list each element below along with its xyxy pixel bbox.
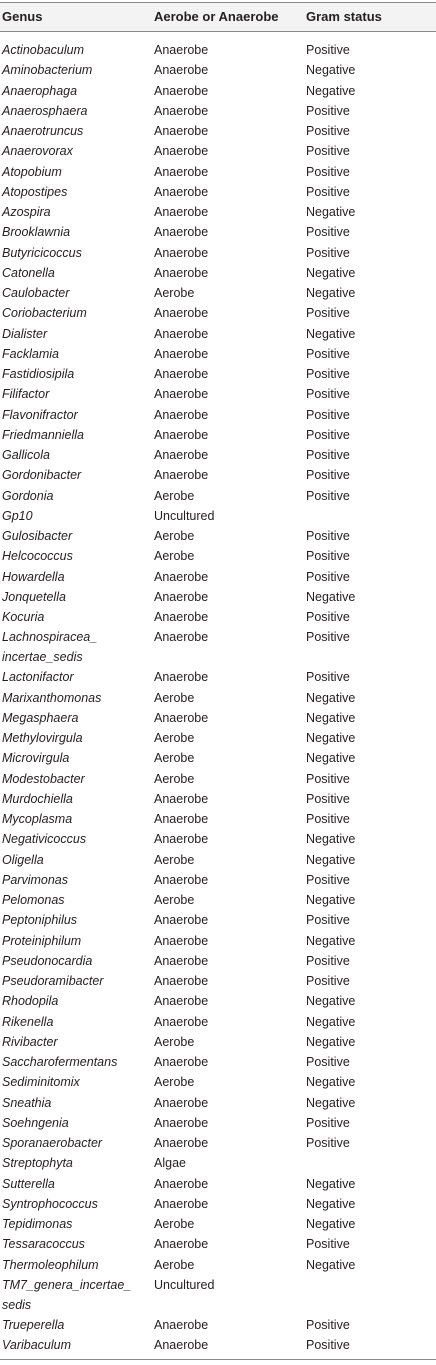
aerobe-cell: Anaerobe bbox=[154, 326, 209, 341]
aerobe-cell: Anaerobe bbox=[154, 913, 209, 928]
table-row bbox=[0, 726, 436, 746]
gram-status-cell: Negative bbox=[306, 265, 356, 280]
aerobe-cell: Aerobe bbox=[154, 1075, 195, 1090]
aerobe-cell: Aerobe bbox=[154, 529, 195, 543]
gram-status-cell: Positive bbox=[306, 367, 350, 381]
aerobe-cell: Anaerobe bbox=[154, 710, 209, 725]
table-row bbox=[0, 989, 436, 1009]
table-row bbox=[0, 241, 436, 261]
table-row bbox=[0, 139, 436, 159]
aerobe-cell: Aerobe bbox=[154, 549, 195, 564]
gram-status-cell: Positive bbox=[306, 549, 350, 564]
genus-cell: Lactonifactor bbox=[2, 670, 74, 685]
aerobe-cell: Aerobe bbox=[154, 893, 195, 908]
gram-status-cell: Negative bbox=[306, 994, 356, 1009]
table-row bbox=[0, 1131, 436, 1151]
table-row bbox=[0, 1192, 436, 1212]
genus-cell: Howardella bbox=[2, 569, 65, 584]
genus-cell: Brooklawnia bbox=[2, 225, 71, 240]
header-genus: Genus bbox=[2, 9, 43, 24]
gram-status-cell: Positive bbox=[306, 164, 350, 179]
aerobe-cell: Anaerobe bbox=[154, 124, 209, 138]
genus-cell: Lachnospiracea_ incertae_sedis bbox=[2, 630, 98, 665]
genus-cell: Anaerovorax bbox=[2, 144, 73, 159]
table-row bbox=[0, 605, 436, 625]
table-row bbox=[0, 58, 436, 78]
aerobe-cell: Algae bbox=[154, 1156, 186, 1171]
aerobe-cell: Anaerobe bbox=[154, 791, 209, 806]
genus-cell: Dialister bbox=[2, 326, 48, 341]
table-row bbox=[0, 868, 436, 888]
gram-status-cell: Positive bbox=[306, 245, 350, 260]
genus-cell: Pseudonocardia bbox=[2, 953, 93, 968]
aerobe-cell: Anaerobe bbox=[154, 953, 209, 968]
genus-cell: Sneathia bbox=[2, 1095, 52, 1110]
aerobe-cell: Anaerobe bbox=[154, 83, 209, 98]
genus-cell: Marixanthomonas bbox=[2, 690, 102, 705]
table-row bbox=[0, 423, 436, 443]
gram-status-cell: Negative bbox=[306, 205, 356, 219]
aerobe-cell: Aerobe bbox=[154, 1217, 195, 1232]
gram-status-cell: Positive bbox=[306, 1115, 350, 1130]
genus-cell: Gp10 bbox=[2, 508, 33, 523]
gram-status-cell: Negative bbox=[306, 1217, 356, 1232]
table-row bbox=[0, 585, 436, 605]
table-row bbox=[0, 1253, 436, 1273]
gram-status-cell: Positive bbox=[306, 124, 350, 138]
genus-cell: Methylovirgula bbox=[2, 731, 83, 746]
aerobe-cell: Anaerobe bbox=[154, 468, 209, 483]
table-row bbox=[0, 1232, 436, 1252]
gram-status-cell: Negative bbox=[306, 63, 356, 78]
table-row bbox=[0, 1151, 436, 1171]
gram-status-cell: Positive bbox=[306, 346, 350, 361]
genus-cell: Proteiniphilum bbox=[2, 933, 82, 948]
genus-cell: Atopobium bbox=[2, 164, 62, 179]
gram-status-cell: Positive bbox=[306, 974, 350, 989]
table-row bbox=[0, 625, 436, 665]
genus-cell: Caulobacter bbox=[2, 286, 70, 300]
table-row bbox=[0, 524, 436, 544]
genus-cell: Rivibacter bbox=[2, 1034, 58, 1049]
aerobe-cell: Anaerobe bbox=[154, 569, 209, 584]
genus-cell: Megasphaera bbox=[2, 710, 79, 725]
gram-status-cell: Positive bbox=[306, 1055, 350, 1070]
genus-cell: Gordonibacter bbox=[2, 468, 82, 483]
aerobe-cell: Anaerobe bbox=[154, 144, 209, 159]
genus-cell: Sutterella bbox=[2, 1176, 55, 1191]
genus-cell: Peptoniphilus bbox=[2, 913, 78, 928]
table-row bbox=[0, 686, 436, 706]
gram-status-cell: Negative bbox=[306, 731, 356, 746]
table-row bbox=[0, 443, 436, 463]
gram-status-cell: Positive bbox=[306, 630, 350, 645]
genus-cell: Mycoplasma bbox=[2, 812, 73, 827]
table-header bbox=[0, 2, 436, 32]
genus-cell: Varibaculum bbox=[2, 1338, 72, 1353]
aerobe-cell: Anaerobe bbox=[154, 1055, 209, 1070]
gram-status-cell: Negative bbox=[306, 1095, 356, 1110]
genus-cell: Syntrophococcus bbox=[2, 1196, 98, 1211]
aerobe-cell: Anaerobe bbox=[154, 1196, 209, 1211]
table-row bbox=[0, 484, 436, 504]
genus-cell: Jonquetella bbox=[2, 589, 66, 604]
aerobe-cell: Anaerobe bbox=[154, 933, 209, 948]
genus-cell: Trueperella bbox=[2, 1318, 65, 1333]
table-row bbox=[0, 382, 436, 402]
table-row bbox=[0, 929, 436, 949]
table-row bbox=[0, 504, 436, 524]
genus-cell: Parvimonas bbox=[2, 872, 68, 887]
genus-cell: Fastidiosipila bbox=[2, 367, 75, 381]
aerobe-cell: Anaerobe bbox=[154, 1136, 209, 1151]
table-row bbox=[0, 827, 436, 847]
table-row bbox=[0, 342, 436, 362]
gram-status-cell: Negative bbox=[306, 1075, 356, 1090]
aerobe-cell: Anaerobe bbox=[154, 1237, 209, 1252]
genus-cell: Tessaracoccus bbox=[2, 1237, 85, 1252]
aerobe-cell: Anaerobe bbox=[154, 387, 209, 402]
table-row bbox=[0, 1111, 436, 1131]
genus-cell: Catonella bbox=[2, 265, 55, 280]
gram-status-cell: Positive bbox=[306, 812, 350, 827]
aerobe-cell: Anaerobe bbox=[154, 1338, 209, 1353]
aerobe-cell: Anaerobe bbox=[154, 1014, 209, 1029]
gram-status-cell: Negative bbox=[306, 710, 356, 725]
aerobe-cell: Anaerobe bbox=[154, 225, 209, 240]
aerobe-cell: Anaerobe bbox=[154, 245, 209, 260]
table-row bbox=[0, 200, 436, 220]
aerobe-cell: Anaerobe bbox=[154, 1095, 209, 1110]
table-row bbox=[0, 807, 436, 827]
genus-cell: Soehngenia bbox=[2, 1115, 69, 1130]
aerobe-cell: Aerobe bbox=[154, 286, 195, 300]
genus-cell: Pseudoramibacter bbox=[2, 974, 104, 989]
table-row bbox=[0, 301, 436, 321]
gram-status-cell: Negative bbox=[306, 1034, 356, 1049]
table-row bbox=[0, 767, 436, 787]
gram-status-cell: Negative bbox=[306, 83, 356, 98]
table-row bbox=[0, 665, 436, 685]
table-row bbox=[0, 1172, 436, 1192]
aerobe-cell: Aerobe bbox=[154, 690, 195, 705]
aerobe-cell: Anaerobe bbox=[154, 448, 209, 462]
table-row bbox=[0, 180, 436, 200]
genus-cell: Tepidimonas bbox=[2, 1217, 73, 1232]
gram-status-cell: Positive bbox=[306, 771, 350, 786]
table-row bbox=[0, 949, 436, 969]
aerobe-cell: Anaerobe bbox=[154, 974, 209, 989]
aerobe-cell: Anaerobe bbox=[154, 205, 209, 219]
table-row bbox=[0, 908, 436, 928]
gram-status-cell: Positive bbox=[306, 387, 350, 402]
genus-cell: Saccharofermentans bbox=[2, 1055, 118, 1070]
genus-cell: TM7_genera_incertae_ sedis bbox=[2, 1277, 132, 1312]
table-row bbox=[0, 38, 436, 58]
aerobe-cell: Aerobe bbox=[154, 731, 195, 746]
genus-cell: Murdochiella bbox=[2, 791, 73, 806]
gram-status-cell: Positive bbox=[306, 1136, 350, 1151]
aerobe-cell: Anaerobe bbox=[154, 872, 209, 887]
table-row bbox=[0, 706, 436, 726]
genus-cell: Aminobacterium bbox=[2, 63, 93, 78]
gram-status-cell: Positive bbox=[306, 184, 350, 199]
genus-cell: Friedmanniella bbox=[2, 427, 84, 442]
table-row bbox=[0, 160, 436, 180]
aerobe-cell: Anaerobe bbox=[154, 812, 209, 827]
gram-status-cell: Negative bbox=[306, 832, 356, 847]
table-row bbox=[0, 1273, 436, 1313]
genus-cell: Thermoleophilum bbox=[2, 1257, 99, 1272]
gram-status-cell: Negative bbox=[306, 326, 356, 341]
table-row bbox=[0, 1091, 436, 1111]
table-row bbox=[0, 403, 436, 423]
gram-status-cell: Positive bbox=[306, 1237, 350, 1252]
gram-status-cell: Positive bbox=[306, 791, 350, 806]
gram-status-cell: Positive bbox=[306, 1338, 350, 1353]
aerobe-cell: Anaerobe bbox=[154, 610, 209, 624]
table-row bbox=[0, 220, 436, 240]
gram-status-cell: Positive bbox=[306, 913, 350, 928]
genus-cell: Gulosibacter bbox=[2, 529, 73, 543]
gram-status-cell: Positive bbox=[306, 1318, 350, 1333]
table-row bbox=[0, 1070, 436, 1090]
aerobe-cell: Anaerobe bbox=[154, 994, 209, 1009]
gram-status-cell: Negative bbox=[306, 589, 356, 604]
gram-status-cell: Positive bbox=[306, 43, 350, 57]
genus-cell: Microvirgula bbox=[2, 751, 70, 766]
table-row bbox=[0, 463, 436, 483]
aerobe-cell: Anaerobe bbox=[154, 164, 209, 179]
aerobe-cell: Uncultured bbox=[154, 508, 215, 523]
table-row bbox=[0, 787, 436, 807]
genus-cell: Sediminitomix bbox=[2, 1075, 80, 1090]
gram-status-cell: Positive bbox=[306, 407, 350, 422]
gram-status-cell: Positive bbox=[306, 670, 350, 685]
aerobe-cell: Uncultured bbox=[154, 1277, 215, 1292]
aerobe-cell: Anaerobe bbox=[154, 407, 209, 422]
gram-status-cell: Positive bbox=[306, 488, 350, 503]
gram-status-cell: Positive bbox=[306, 103, 350, 118]
genus-cell: Anaerotruncus bbox=[2, 124, 84, 138]
genus-cell: Butyricicoccus bbox=[2, 245, 82, 260]
aerobe-cell: Aerobe bbox=[154, 1034, 195, 1049]
genus-cell: Rhodopila bbox=[2, 994, 59, 1009]
gram-status-cell: Positive bbox=[306, 569, 350, 584]
gram-status-cell: Positive bbox=[306, 872, 350, 887]
table-row bbox=[0, 261, 436, 281]
gram-status-cell: Negative bbox=[306, 1014, 356, 1029]
table-row bbox=[0, 1333, 436, 1353]
table-row bbox=[0, 969, 436, 989]
aerobe-cell: Anaerobe bbox=[154, 367, 209, 381]
table-row bbox=[0, 99, 436, 119]
genus-cell: Streptophyta bbox=[2, 1156, 73, 1171]
table-row bbox=[0, 362, 436, 382]
table-row bbox=[0, 79, 436, 99]
table-row bbox=[0, 1010, 436, 1030]
genus-cell: Modestobacter bbox=[2, 771, 85, 786]
table-row bbox=[0, 281, 436, 301]
table-row bbox=[0, 746, 436, 766]
aerobe-cell: Anaerobe bbox=[154, 306, 209, 321]
genus-cell: Atopostipes bbox=[2, 184, 68, 199]
aerobe-cell: Aerobe bbox=[154, 488, 195, 503]
genus-cell: Oligella bbox=[2, 852, 44, 867]
table-row bbox=[0, 119, 436, 139]
gram-status-cell: Negative bbox=[306, 1176, 356, 1191]
aerobe-cell: Anaerobe bbox=[154, 43, 209, 57]
aerobe-cell: Anaerobe bbox=[154, 103, 209, 118]
gram-status-cell: Negative bbox=[306, 1257, 356, 1272]
table-row bbox=[0, 888, 436, 908]
genus-cell: Helcococcus bbox=[2, 549, 73, 564]
genus-cell: Facklamia bbox=[2, 346, 59, 361]
genus-cell: Coriobacterium bbox=[2, 306, 87, 321]
gram-status-cell: Positive bbox=[306, 144, 350, 159]
aerobe-cell: Anaerobe bbox=[154, 832, 209, 847]
table-bottom-rule bbox=[0, 1359, 436, 1360]
gram-status-cell: Negative bbox=[306, 690, 356, 705]
genus-cell: Actinobaculum bbox=[2, 43, 84, 57]
genus-cell: Sporanaerobacter bbox=[2, 1136, 103, 1151]
genus-cell: Pelomonas bbox=[2, 893, 65, 908]
genus-cell: Filifactor bbox=[2, 387, 50, 402]
gram-status-cell: Positive bbox=[306, 306, 350, 321]
aerobe-cell: Aerobe bbox=[154, 751, 195, 766]
table-row bbox=[0, 1030, 436, 1050]
gram-status-cell: Positive bbox=[306, 468, 350, 483]
gram-status-cell: Positive bbox=[306, 610, 350, 624]
aerobe-cell: Anaerobe bbox=[154, 1115, 209, 1130]
table-row bbox=[0, 544, 436, 564]
gram-status-cell: Negative bbox=[306, 286, 356, 300]
aerobe-cell: Anaerobe bbox=[154, 1318, 209, 1333]
gram-status-cell: Positive bbox=[306, 953, 350, 968]
aerobe-cell: Anaerobe bbox=[154, 589, 209, 604]
aerobe-cell: Anaerobe bbox=[154, 1176, 209, 1191]
genus-cell: Azospira bbox=[2, 205, 51, 219]
aerobe-cell: Anaerobe bbox=[154, 670, 209, 685]
table-row bbox=[0, 1313, 436, 1333]
gram-status-cell: Positive bbox=[306, 448, 350, 462]
aerobe-cell: Aerobe bbox=[154, 852, 195, 867]
gram-status-cell: Negative bbox=[306, 852, 356, 867]
genus-cell: Kocuria bbox=[2, 610, 45, 624]
genus-cell: Gordonia bbox=[2, 488, 54, 503]
table-row bbox=[0, 565, 436, 585]
genus-cell: Flavonifractor bbox=[2, 407, 78, 422]
genus-cell: Negativicoccus bbox=[2, 832, 87, 847]
gram-status-cell: Positive bbox=[306, 225, 350, 240]
header-gram-status: Gram status bbox=[306, 9, 382, 24]
table-row bbox=[0, 848, 436, 868]
header-aerobe-or-anaerobe: Aerobe or Anaerobe bbox=[154, 9, 279, 24]
gram-status-cell: Positive bbox=[306, 427, 350, 442]
table-row bbox=[0, 1212, 436, 1232]
aerobe-cell: Aerobe bbox=[154, 1257, 195, 1272]
gram-status-cell: Negative bbox=[306, 933, 356, 948]
gram-status-cell: Positive bbox=[306, 529, 350, 543]
genus-cell: Anaerophaga bbox=[2, 83, 78, 98]
aerobe-cell: Anaerobe bbox=[154, 184, 209, 199]
aerobe-cell: Anaerobe bbox=[154, 427, 209, 442]
aerobe-cell: Anaerobe bbox=[154, 346, 209, 361]
genus-cell: Rikenella bbox=[2, 1014, 54, 1029]
genus-cell: Anaerosphaera bbox=[2, 103, 88, 118]
gram-status-cell: Negative bbox=[306, 893, 356, 908]
gram-status-cell: Negative bbox=[306, 1196, 356, 1211]
aerobe-cell: Anaerobe bbox=[154, 630, 209, 645]
aerobe-cell: Aerobe bbox=[154, 771, 195, 786]
table-row bbox=[0, 322, 436, 342]
aerobe-cell: Anaerobe bbox=[154, 265, 209, 280]
genus-cell: Gallicola bbox=[2, 448, 50, 462]
aerobe-cell: Anaerobe bbox=[154, 63, 209, 78]
table-row bbox=[0, 1050, 436, 1070]
gram-status-cell: Negative bbox=[306, 751, 356, 766]
